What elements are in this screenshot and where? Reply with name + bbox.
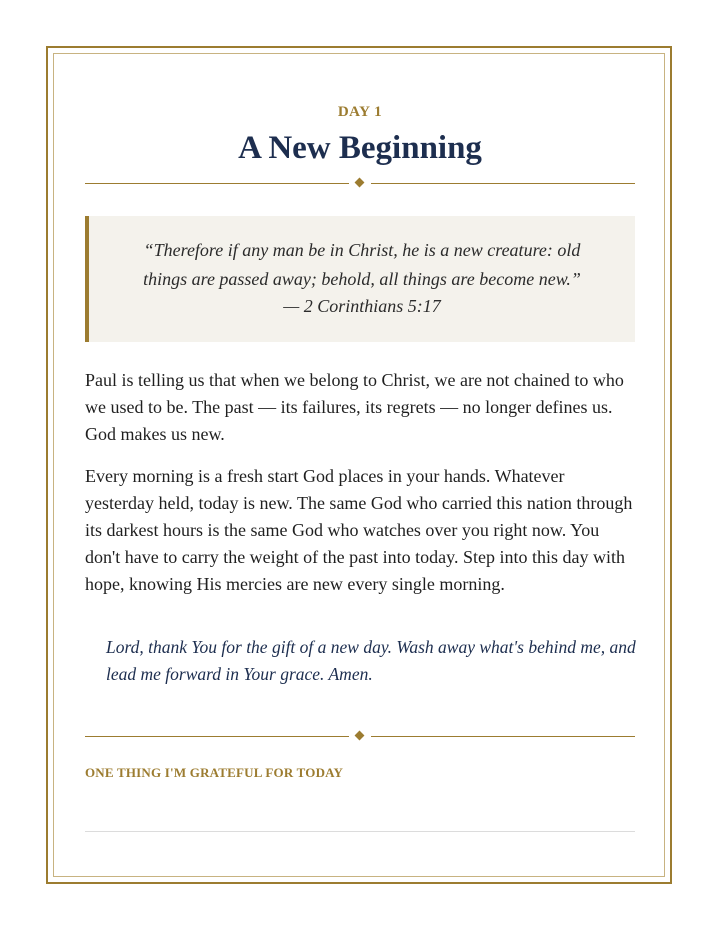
page-title: A New Beginning <box>238 130 482 166</box>
body-paragraph: Paul is telling us that when we belong to Christ, we are not chained to who we used to be. The past — its failures, its regrets — no longer defines us. God makes us new. <box>85 370 624 444</box>
ornamental-divider-bottom <box>85 731 635 741</box>
day-label: DAY 1 <box>337 104 383 120</box>
diamond-ornament-icon <box>355 731 365 741</box>
divider-line <box>371 736 635 737</box>
scripture-quote <box>115 236 609 294</box>
scripture-reference: — 2 Corinthians 5:17 <box>283 296 441 316</box>
scripture-line: things are passed away; behold, all things are become new.” <box>143 269 581 289</box>
divider-line <box>85 183 349 184</box>
ornamental-divider-top <box>85 178 635 188</box>
scripture-line: “Therefore if any man be in Christ, he is a new creature: old <box>143 240 581 260</box>
divider-line <box>85 736 349 737</box>
gratitude-writing-line[interactable] <box>85 831 635 832</box>
body-paragraph: Every morning is a fresh start God places in your hands. Whatever yesterday held, today is new. The same God who carried this nation through its darkest hours is the same God who watches over you right now. You don't have to carry the weight of the past into today. Step into this day with hope, knowing His mercies are new every single morning. <box>85 466 633 594</box>
diamond-ornament-icon <box>355 178 365 188</box>
divider-line <box>371 183 635 184</box>
gratitude-prompt-label: ONE THING I'M GRATEFUL FOR TODAY <box>85 765 344 780</box>
prayer-text: Lord, thank You for the gift of a new day. Wash away what's behind me, and lead me forward in Your grace. Amen. <box>106 637 636 684</box>
